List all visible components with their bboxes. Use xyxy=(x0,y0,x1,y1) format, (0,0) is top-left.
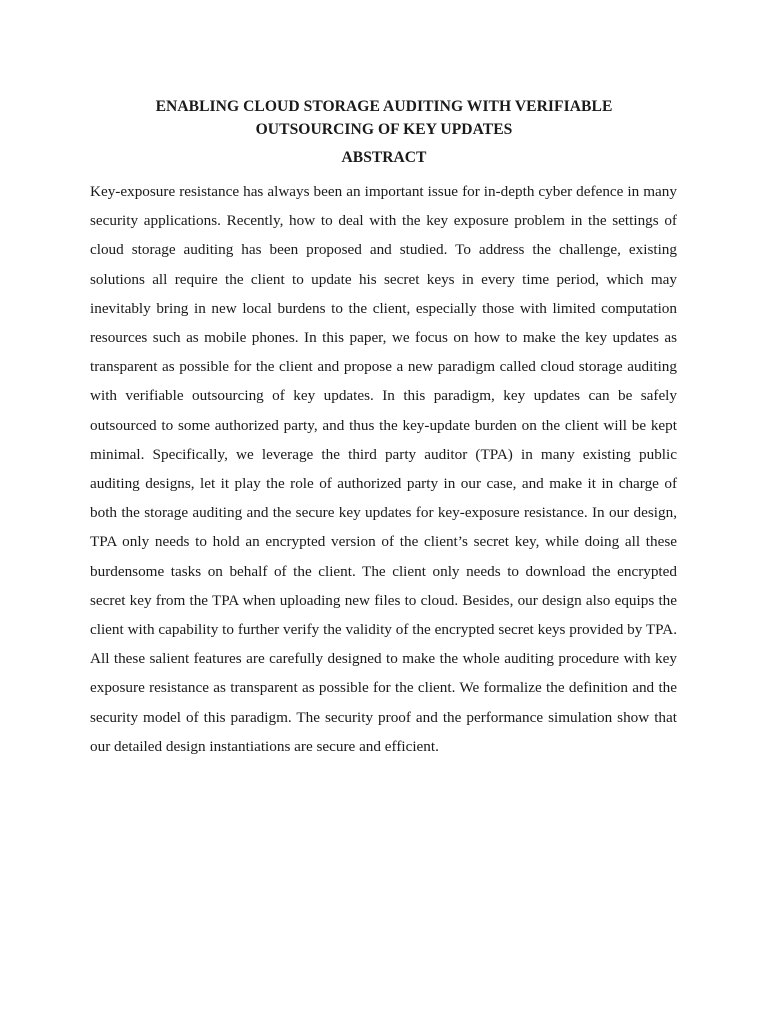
paper-title-line-1: ENABLING CLOUD STORAGE AUDITING WITH VERIFIABLE xyxy=(155,98,613,115)
paper-title-line-2: OUTSOURCING OF KEY UPDATES xyxy=(255,121,513,138)
abstract-text: Key-exposure resistance has always been an important issue for in-depth cyber defence in many security applications. Recently, how to deal with the key exposure problem in the settings of cloud storage auditing has been proposed and studied. To address the challenge, existing solutions all require the client to update his secret keys in every time period, which may inevitably bring in new local burdens to the client, especially those with limited computation resources such as mobile phones. In this paper, we focus on how to make the key updates as transparent as possible for the client and propose a new paradigm called cloud storage auditing with verifiable outsourcing of key updates. In this paradigm, key updates can be safely outsourced to some authorized party, and thus the key-update burden on the client will be kept minimal. Specifically, we leverage the third party auditor (TPA) in many existing public auditing designs, let it play the role of authorized party in our case, and make it in charge of both the storage auditing and the secure key updates for key-exposure resistance. In our design, TPA only needs to hold an encrypted version of the client’s secret key, while doing all these burdensome tasks on behalf of the client. The client only needs to download the encrypted secret key from the TPA when uploading new files to cloud. Besides, our design also equips the client with capability to further verify the validity of the encrypted secret keys provided by TPA. All these salient features are carefully designed to make the whole auditing procedure with key exposure resistance as transparent as possible for the client. We formalize the definition and the security model of this paradigm. The security proof and the performance simulation show that our detailed design instantiations are secure and efficient. xyxy=(90,183,677,755)
abstract-heading: ABSTRACT xyxy=(341,149,427,166)
paper-title xyxy=(60,95,708,141)
